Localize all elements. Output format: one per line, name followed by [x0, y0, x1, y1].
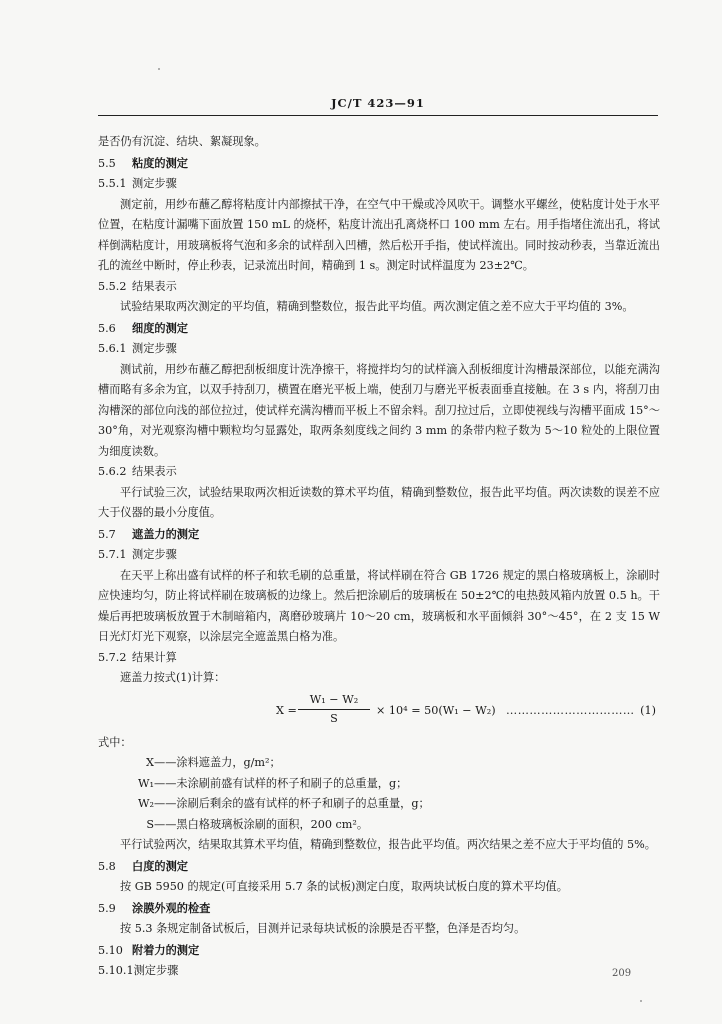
scan-speck	[640, 1000, 642, 1002]
section-number: 5.9	[98, 901, 116, 915]
paragraph: 在天平上称出盛有试样的杯子和软毛刷的总重量，将试样刷在符合 GB 1726 规定的黑白格玻璃板上，涂刷时应快速均匀，防止将试样刷在玻璃板的边缘上。然后把涂刷后的玻璃板在 50±2℃的电热鼓风箱内放置 0.5 h。干燥后再把玻璃板放置于木制暗箱内，离磨砂玻璃片 10～20 cm，玻璃板和水平面倾斜 30°～45°，在 2 支 15 W 日光灯灯光下观察，以涂层完全遮盖黑白格为准。	[98, 568, 660, 643]
section-5-5	[98, 153, 660, 175]
formula-number: (1)	[640, 703, 656, 717]
variable-symbol: W₂	[138, 797, 154, 810]
variable-def	[98, 815, 660, 836]
paragraph: 测定前，用纱布蘸乙醇将粘度计内部擦拭干净，在空气中干燥或冷风吹干。调整水平螺丝，使粘度计处于水平位置，在粘度计漏嘴下面放置 150 mL 的烧杯，粘度计流出孔离烧杯口 100 mm 左右。用手指堵住流出孔，将试样倒满粘度计，用玻璃板将气泡和多余的试样刮入凹槽，然后松开手指，使试样流出。同时按动秒表，当靠近流出孔的流丝中断时，停止秒表，记录流出时间，精确到 1 s。测定时试样温度为 23±2℃。	[98, 197, 660, 272]
where-label: 式中：	[98, 735, 132, 749]
section-5-5-2	[98, 277, 660, 298]
section-5-10	[98, 940, 660, 962]
paragraph: 试验结果取两次测定的平均值，精确到整数位，报告此平均值。两次测定值之差不应大于平均值的 3%。	[120, 300, 634, 313]
section-number: 5.10	[98, 943, 123, 957]
section-5-5-1	[98, 174, 660, 195]
section-number: 5.10.1	[98, 964, 134, 977]
section-number: 5.8	[98, 859, 116, 873]
paragraph-continuation: 是否仍有沉淀、结块、絮凝现象。	[98, 135, 266, 148]
page-number: 209	[612, 968, 632, 979]
variable-symbol: X	[146, 756, 154, 769]
section-title: 测定步骤	[132, 177, 177, 190]
page-header: JC/T 423—91	[331, 96, 425, 110]
section-number: 5.5	[98, 156, 116, 170]
formula-1	[98, 691, 660, 731]
variable-def	[98, 753, 660, 774]
formula-leader-dots: ……………………………	[506, 703, 635, 717]
formula-fraction	[298, 691, 370, 728]
variable-text: ——涂刷后剩余的盛有试样的杯子和刷子的总重量，g；	[154, 797, 430, 810]
section-title: 测定步骤	[132, 342, 177, 355]
section-number: 5.7.2	[98, 650, 127, 664]
section-title: 细度的测定	[132, 320, 188, 335]
section-title: 结果表示	[132, 279, 177, 293]
section-title: 结果表示	[132, 465, 177, 478]
section-5-6-1	[98, 339, 660, 360]
formula-rhs: × 10⁴ = 50(W₁ − W₂)	[376, 703, 496, 717]
section-5-6	[98, 318, 660, 340]
section-5-9	[98, 898, 660, 920]
variable-text: ——涂料遮盖力，g/m²；	[154, 756, 281, 769]
variable-def	[98, 794, 660, 815]
section-title: 附着力的测定	[132, 942, 200, 957]
section-5-10-1	[98, 961, 660, 982]
section-title: 测定步骤	[132, 548, 177, 561]
paragraph: 平行试验两次，结果取其算术平均值，精确到整数位，报告此平均值。两次结果之差不应大于平均值的 5%。	[120, 838, 656, 851]
variable-text: ——未涂刷前盛有试样的杯子和刷子的总重量，g；	[154, 776, 408, 790]
paragraph: 测试前，用纱布蘸乙醇把刮板细度计洗净擦干，将搅拌均匀的试样滴入刮板细度计沟槽最深部位，以能充满沟槽而略有多余为宜，以双手持刮刀，横置在磨光平板上端，使刮刀与磨光平板表面垂直接触。在 3 s 内，将刮刀由沟槽深的部位向浅的部位拉过，使试样充满沟槽而平板上不留余料。刮刀拉过后，立即使视线与沟槽平面成 15°～30°角，对光观察沟槽中颗粒均匀显露处，取两条刻度线之间约 3 mm 的条带内粒子数为 5～10 粒处的上限位置为细度读数。	[98, 362, 660, 458]
section-title: 遮盖力的测定	[132, 526, 200, 541]
formula-numerator: W₁ − W₂	[298, 691, 370, 710]
paragraph: 平行试验三次，试验结果取两次相近读数的算术平均值，精确到整数位，报告此平均值。两次读数的误差不应大于仪器的最小分度值。	[98, 485, 660, 519]
section-number: 5.6.2	[98, 465, 127, 478]
section-5-7	[98, 524, 660, 546]
section-number: 5.6.1	[98, 342, 127, 355]
variable-text: ——黑白格玻璃板涂刷的面积，200 cm²。	[154, 817, 369, 831]
paragraph: 按 5.3 条规定制备试板后，目测并记录每块试板的涂膜是否平整，色泽是否均匀。	[120, 922, 526, 935]
section-5-7-1	[98, 545, 660, 566]
section-title: 白度的测定	[132, 858, 188, 873]
section-number: 5.5.1	[98, 177, 127, 190]
paragraph: 按 GB 5950 的规定(可直接采用 5.7 条的试板)测定白度，取两块试板白度的算术平均值。	[120, 880, 568, 893]
section-5-7-2	[98, 648, 660, 669]
section-number: 5.6	[98, 321, 116, 335]
formula-lhs: X =	[276, 703, 297, 717]
document-body	[98, 132, 660, 982]
section-title: 结果计算	[132, 650, 177, 664]
section-5-8	[98, 856, 660, 878]
section-number: 5.7.1	[98, 548, 127, 561]
section-number: 5.5.2	[98, 279, 127, 293]
variable-symbol: S	[146, 817, 154, 831]
formula-denominator: S	[330, 711, 338, 725]
section-number: 5.7	[98, 527, 116, 541]
variable-def	[98, 774, 660, 795]
variable-symbol: W₁	[138, 776, 154, 790]
section-title: 测定步骤	[133, 964, 179, 977]
section-title: 涂膜外观的检查	[132, 900, 211, 915]
scan-speck	[158, 68, 160, 70]
paragraph: 遮盖力按式(1)计算：	[120, 671, 226, 684]
section-title: 粘度的测定	[132, 155, 188, 170]
section-5-6-2	[98, 462, 660, 483]
header-rule	[98, 115, 658, 116]
